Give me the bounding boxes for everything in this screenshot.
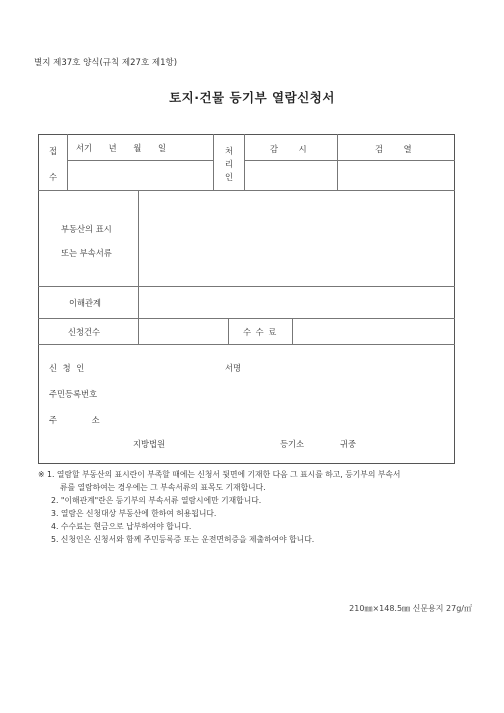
divider [38,190,455,191]
count-label: 신청건수 [68,327,101,337]
note-line: 2. "이해관계"란은 등기부의 부속서류 열람시에만 기재합니다. [51,496,262,505]
divider [67,160,213,161]
id-number-label: 주민등록번호 [49,389,98,399]
page-title: 토지·건물 등기부 열람신청서 [169,90,335,105]
paper-spec: 210㎜×148.5㎜ 신문용지 27g/㎡ [349,604,472,613]
form-id: 별지 제37호 양식(규칙 제27호 제1항) [34,58,178,68]
addressee-label: 귀중 [340,439,357,449]
fee-label: 수 수 료 [243,327,277,337]
note-line: 류를 열람하여는 경우에는 그 부속서류의 표목도 기재합니다. [60,483,266,492]
receipt-date-value[interactable] [69,162,211,188]
signature-label: 서명 [225,363,242,373]
divider [228,318,229,344]
divider [38,344,455,345]
property-field[interactable] [140,192,453,284]
applicant-name-label: 신 청 인 [49,363,85,373]
fee-field[interactable] [294,320,453,342]
divider [67,134,68,190]
interest-field[interactable] [140,288,453,316]
note-line: 4. 수수료는 현금으로 납부하여야 합니다. [51,522,192,531]
property-label: 또는 부속서류 [61,248,112,258]
receipt-date-label: 서기 년 월 일 [76,143,166,153]
divider [138,190,139,344]
note-line: 5. 신청인은 신청서와 함께 주민등록증 또는 운전면허증을 제출하여야 합니다. [51,535,315,544]
interest-label: 이해관계 [69,298,102,308]
note-line: ※ 1. 열람할 부동산의 표시란이 부족할 때에는 신청서 뒷면에 기재한 다음 그 표시를 하고, 등기부의 부속서 [38,470,401,479]
receipt-label: 수 [49,172,58,182]
processing-label: 인 [225,172,234,182]
registry-label: 등기소 [280,439,305,449]
address-label: 주 소 [49,415,100,425]
divider [38,318,455,319]
count-field[interactable] [140,320,226,342]
processing-label: 처 [225,146,234,156]
court-label: 지방법원 [133,439,166,449]
divider [244,160,455,161]
supervision-header: 감 시 [270,144,307,154]
divider [244,134,245,190]
divider [213,134,214,190]
divider [38,286,455,287]
note-line: 3. 열람은 신청대상 부동산에 한하여 허용됩니다. [51,509,217,518]
property-label: 부동산의 표시 [61,224,112,234]
divider [292,318,293,344]
receipt-label: 접 [49,146,58,156]
divider [337,134,338,190]
processing-label: 리 [225,159,234,169]
inspection-header: 검 열 [375,144,412,154]
